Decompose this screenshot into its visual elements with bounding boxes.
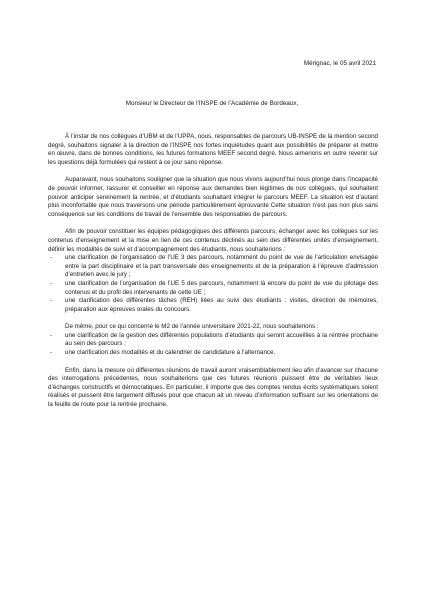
paragraph-situation: Auparavant, nous souhaitons souligner que la situation que nous vivons aujourd’hui nous plonge dans l’incapacité de pouvoir informer, rassurer et conseiller en réponse aux demandes bien légitimes de nos collègues, qui souhaitent pouvoir anticiper sereinement la rentrée, et d’étudiants souhaitant intégrer le parcours MEEF. La situation est d’autant plus inconfortable que nous traversons une période particulièrement éprouvante Cette situation n’est pas non plus sans conséquence sur les conditions de travail de l’ensemble des responsables de parcours. xyxy=(48,176,378,218)
m2-requests-list xyxy=(48,332,378,358)
letter-body xyxy=(48,133,378,419)
salutation: Monsieur le Directeur de l’INSPE de l’Académie de Bordeaux, xyxy=(125,100,299,107)
paragraph-requests-intro: Afin de pouvoir constituer les équipes pédagogiques des différents parcours, échanger avec les collègues sur les contenus d’enseignement et la mise en lien de ces contenus déclinés au sein des différentes unités d’enseignement, définir les modalités de suivi et d’accompagnement des étudiants, nous souhaiterions : xyxy=(48,228,378,253)
list-item: - une clarification des différentes tâches (REH) liées au suivi des étudiants : visites, direction de mémoires, préparation aux épreuves orales du concours. xyxy=(48,297,378,314)
requests-list xyxy=(48,254,378,314)
paragraph-meetings: Enfin, dans la mesure où différentes réunions de travail auront vraisemblablement lieu afin d’avancer sur chacune des interrogations précédentes, nous souhaiterions que ces futures réunions puissent être de véritables lieux d’échanges constructifs et démocratiques. En particulier, il importe que des comptes rendus écrits systématiques soient réalisés et puissent être largement diffusés pour que chacun ait un niveau d’information suffisant sur les orientations de la feuille de route pour la rentrée prochaine. xyxy=(48,366,378,409)
paragraph-m2-intro: De même, pour ce qui concerne le M2 de l’année universitaire 2021-22, nous souhaiterions : xyxy=(65,323,319,331)
list-item: - une clarification des modalités et du calendrier de candidature à l’alternance. xyxy=(48,349,378,358)
date-line: Mérignac, le 05 avril 2021 xyxy=(303,60,376,67)
list-item: - une clarification de la gestion des différentes populations d’étudiants qui seront accueillies à la rentrée prochaine au sein des parcours ; xyxy=(48,332,378,349)
paragraph-concerns: À l’instar de nos collègues d’UBM et de l’UPPA, nous, responsables de parcours UB-INSPE de la mention second degré, souhaitons signaler à la direction de l’INSPE nos fortes inquiétudes quant aux possibilités de préparer et mettre en œuvre, dans de bonnes conditions, les futures formations MEEF second degré. Nous aimerions en outre revenir sur les questions déjà formulées qui restent à ce jour sans réponse. xyxy=(48,133,378,166)
list-item: - une clarification de l’organisation de l’UE 5 des parcours, notamment là encore du point de vue du pilotage des contenus et du profil des intervenants de cette UE ; xyxy=(48,280,378,297)
list-item: - une clarification de l’organisation de l’UE 3 des parcours, notamment du point de vue de l’articulation envisagée entre la part disciplinaire et la part transversale des enseignements et de la préparation à l’épreuve d’admission d’entretien avec le jury ; xyxy=(48,254,378,280)
